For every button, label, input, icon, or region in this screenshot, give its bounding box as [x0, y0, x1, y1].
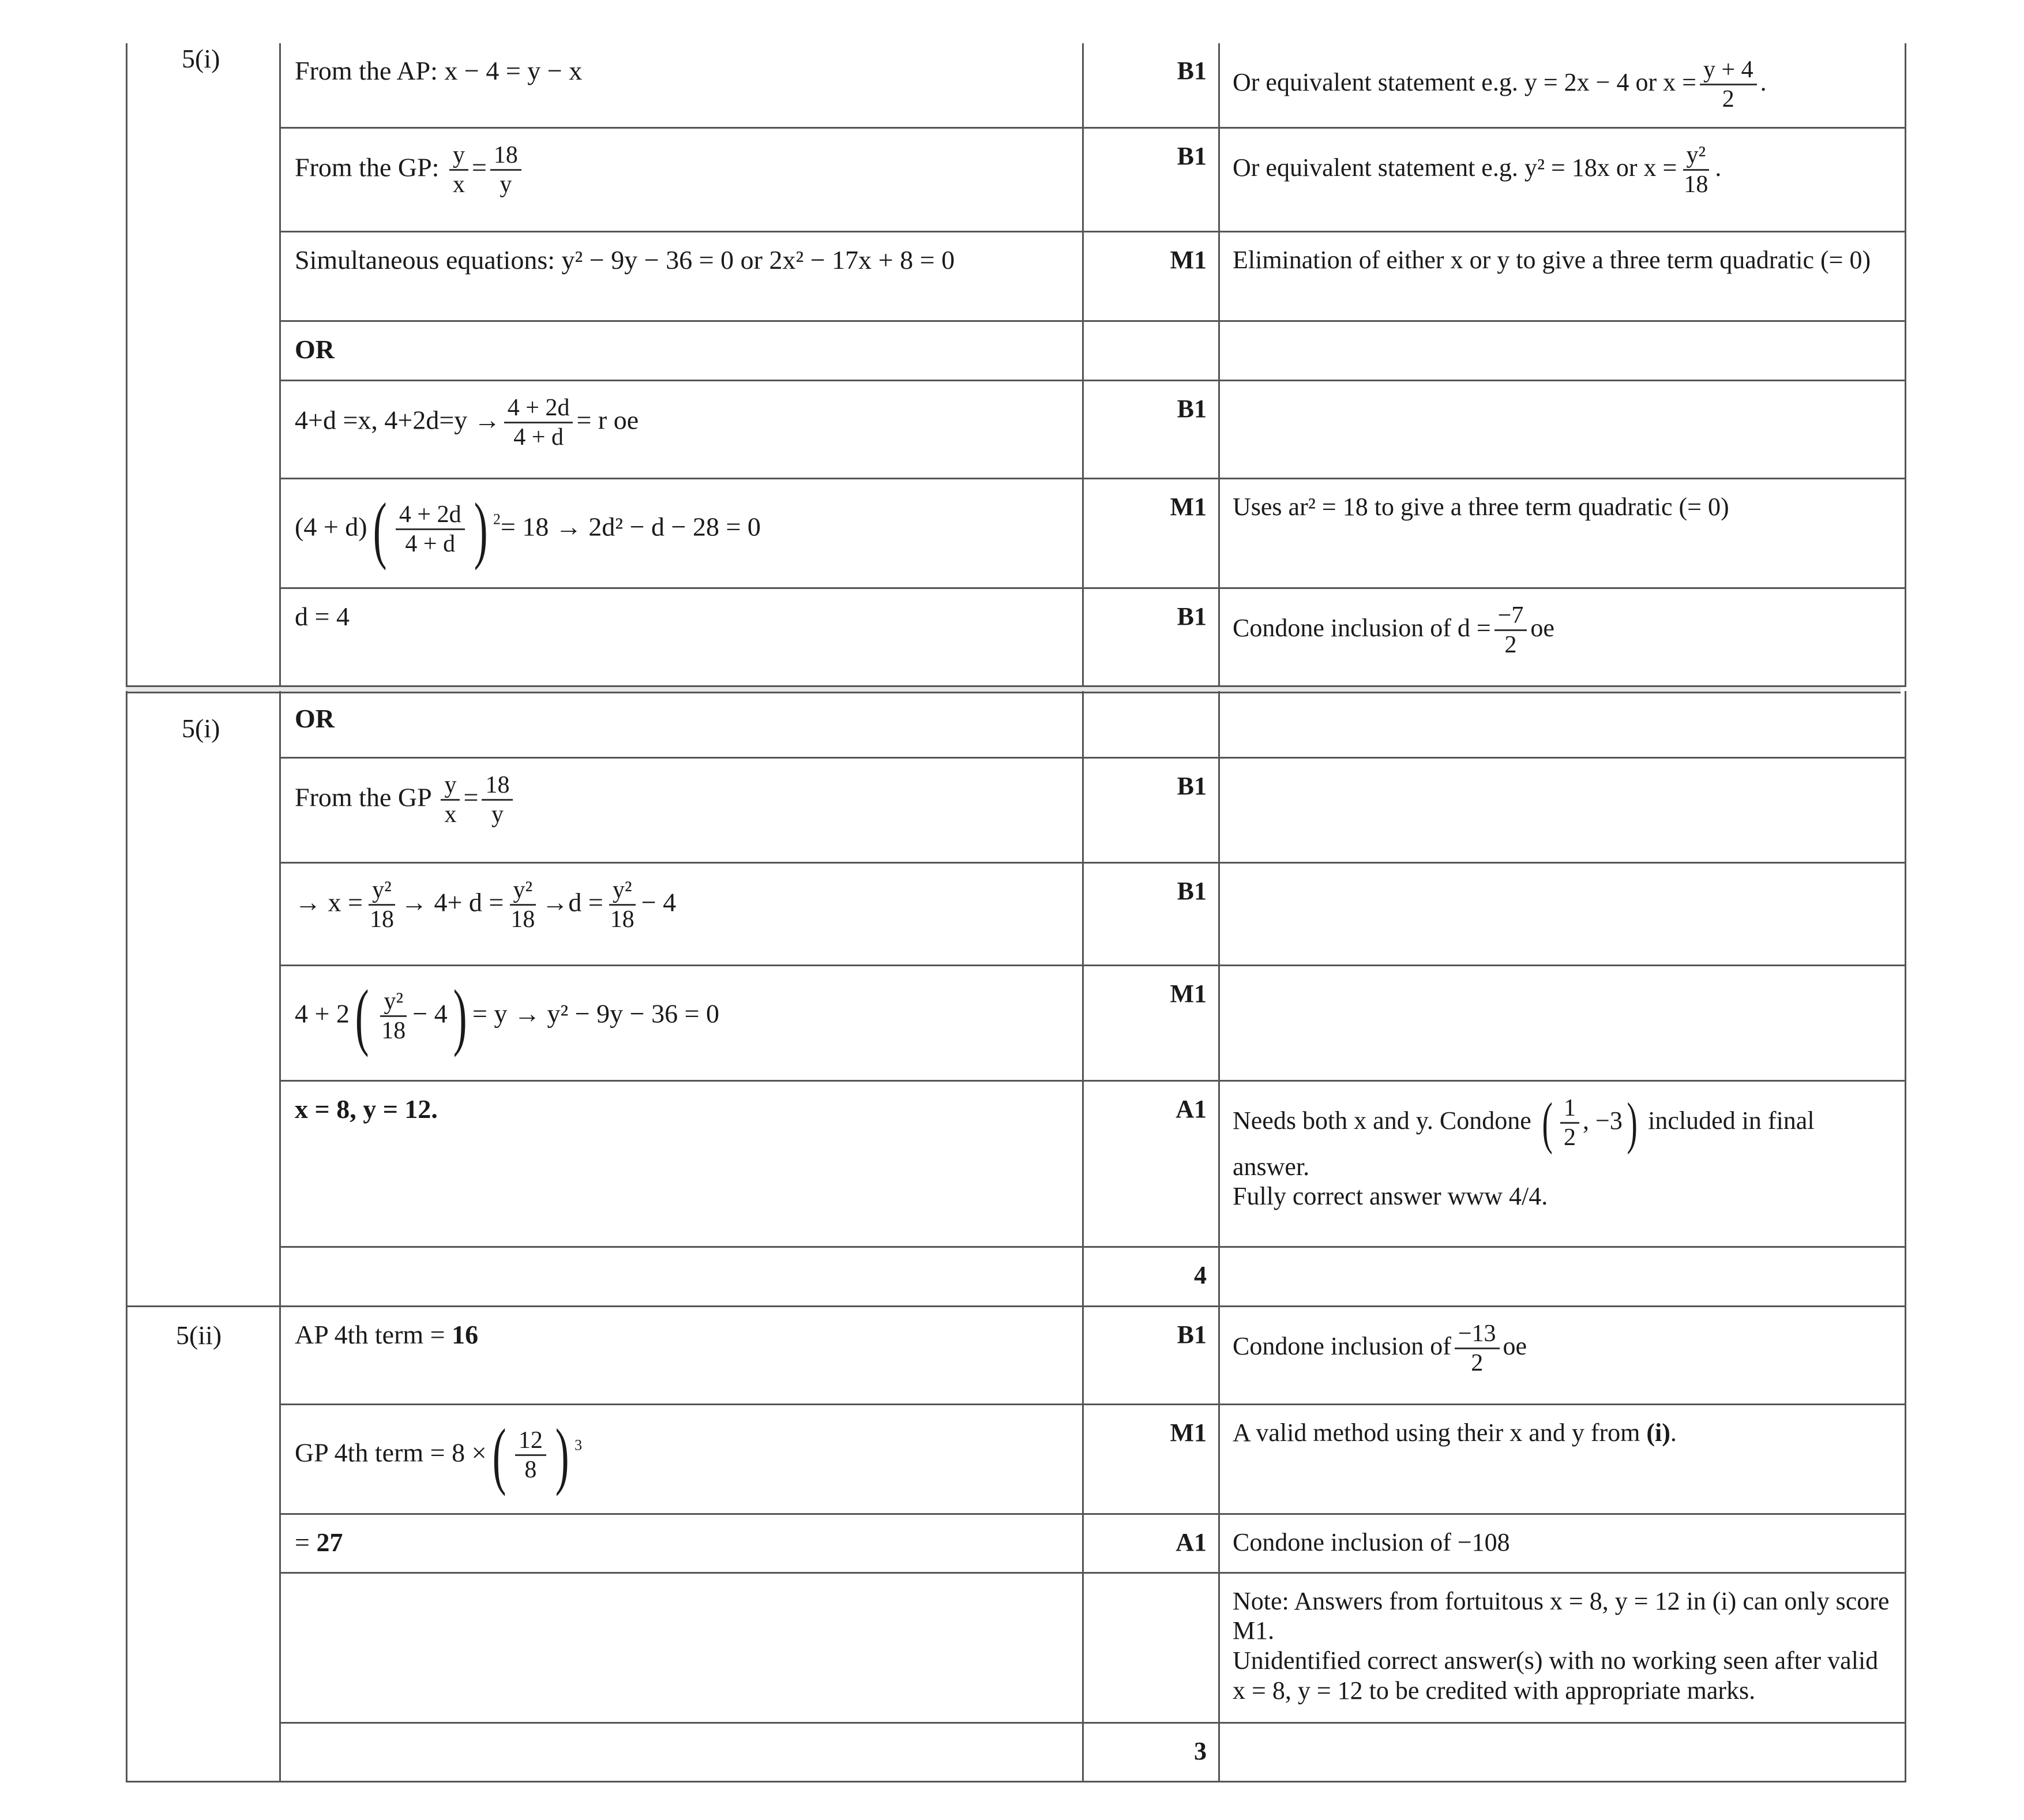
question-cell	[127, 691, 280, 1306]
answer-text: OR	[295, 704, 335, 733]
mark: B1	[1177, 876, 1207, 905]
mark: B1	[1177, 602, 1207, 631]
section-total: 4	[1194, 1260, 1207, 1289]
guidance	[1220, 1724, 1905, 1736]
mark: B1	[1177, 394, 1207, 423]
answer-text: x = 8, y = 12.	[295, 1094, 438, 1124]
answer-text: From the GP: $\frac{y}{x}$ = $\frac{18}{y}$	[281, 129, 1082, 199]
guidance	[1220, 381, 1905, 394]
guidance	[1220, 691, 1905, 704]
guidance: Uses ar² = 18 to give a three term quadratic (= 0)	[1233, 492, 1729, 521]
guidance	[1220, 759, 1905, 771]
mark: B1	[1177, 1320, 1207, 1349]
mark: M1	[1170, 1418, 1207, 1447]
answer-text: GP 4th term = 8 ×( $\frac{12}{8}$ ) $^3$	[295, 1413, 583, 1497]
mark: A1	[1176, 1094, 1207, 1123]
question-cell	[127, 43, 280, 686]
mark: M1	[1170, 979, 1207, 1008]
guidance: Condone inclusion of −108	[1233, 1528, 1510, 1556]
guidance: Condone inclusion of $\frac{-13}{2}$ oe	[1233, 1320, 1527, 1376]
guidance: Or equivalent statement e.g. y = 2x − 4 or x = $\frac{y + 4}{2}$ .	[1233, 57, 1767, 113]
mark	[1084, 691, 1218, 704]
mark: B1	[1177, 771, 1207, 800]
guidance	[1220, 322, 1905, 335]
guidance	[1220, 966, 1905, 979]
mark: M1	[1170, 492, 1207, 521]
question-cell	[127, 1306, 280, 1781]
mark-scheme-table-a	[126, 43, 1906, 687]
answer-text: d = 4	[295, 601, 350, 631]
mark: B1	[1177, 141, 1207, 170]
question-number: 5(i)	[182, 714, 220, 743]
answer-text	[281, 1724, 1082, 1736]
answer-text	[281, 1574, 1082, 1586]
guidance: Note: Answers from fortuitous x = 8, y = 12 in (i) can only score M1. Unidentified correct answer(s) with no working seen after valid x = 8, y = 12 to be credited with appropriate marks.	[1233, 1586, 1890, 1705]
guidance: Elimination of either x or y to give a three term quadratic (= 0)	[1233, 245, 1871, 274]
answer-text: OR	[295, 334, 335, 364]
answer-text: 4+d =x, 4+2d=y → $\frac{4 + 2d}{4 + d}$ = r oe	[295, 394, 639, 451]
answer-text: = 27	[295, 1527, 343, 1557]
answer-text: Simultaneous equations: y² − 9y − 36 = 0 or 2x² − 17x + 8 = 0	[295, 245, 955, 275]
answer-text: (4 + d)( $\frac{4 + 2d}{4 + d}$ ) $^2$= 18 → 2d² − d − 28 = 0	[295, 487, 761, 571]
mark: A1	[1176, 1528, 1207, 1556]
answer-text	[281, 1248, 1082, 1260]
answer-text: From the GP $\frac{y}{x}$ = $\frac{18}{y}$	[281, 759, 1082, 829]
mark-scheme-table-b	[126, 691, 1906, 1783]
guidance: Condone inclusion of d = $\frac{-7}{2}$ oe	[1233, 602, 1554, 658]
guidance	[1220, 1248, 1905, 1260]
guidance: Needs both x and y. Condone ( $\frac{1}{2}$ , −3) included in final answer. Fully correct answer www 4/4.	[1233, 1090, 1815, 1211]
guidance: A valid method using their x and y from (i).	[1233, 1418, 1677, 1447]
guidance: Or equivalent statement e.g. y² = 18x or x = $\frac{\text{y²}}{18}$ .	[1233, 141, 1722, 198]
question-number: 5(i)	[182, 44, 220, 73]
mark: M1	[1170, 245, 1207, 274]
mark	[1084, 1574, 1218, 1586]
answer-text: → x = $\frac{\text{y²}}{18}$ → 4+ d = $\frac{\text{y²}}{18}$ →d = $\frac{\text{y²}}{18}$ − 4	[295, 876, 677, 933]
answer-text: AP 4th term = 16	[295, 1319, 479, 1349]
mark: B1	[1177, 57, 1207, 85]
mark	[1084, 322, 1218, 335]
guidance	[1220, 864, 1905, 876]
question-number: 5(ii)	[176, 1320, 222, 1350]
answer-text: 4 + 2( $\frac{\text{y²}}{18}$ − 4) = y → y² − 9y − 36 = 0	[295, 974, 720, 1058]
section-total: 3	[1194, 1736, 1207, 1765]
answer-text: From the AP: x − 4 = y − x	[295, 56, 583, 85]
